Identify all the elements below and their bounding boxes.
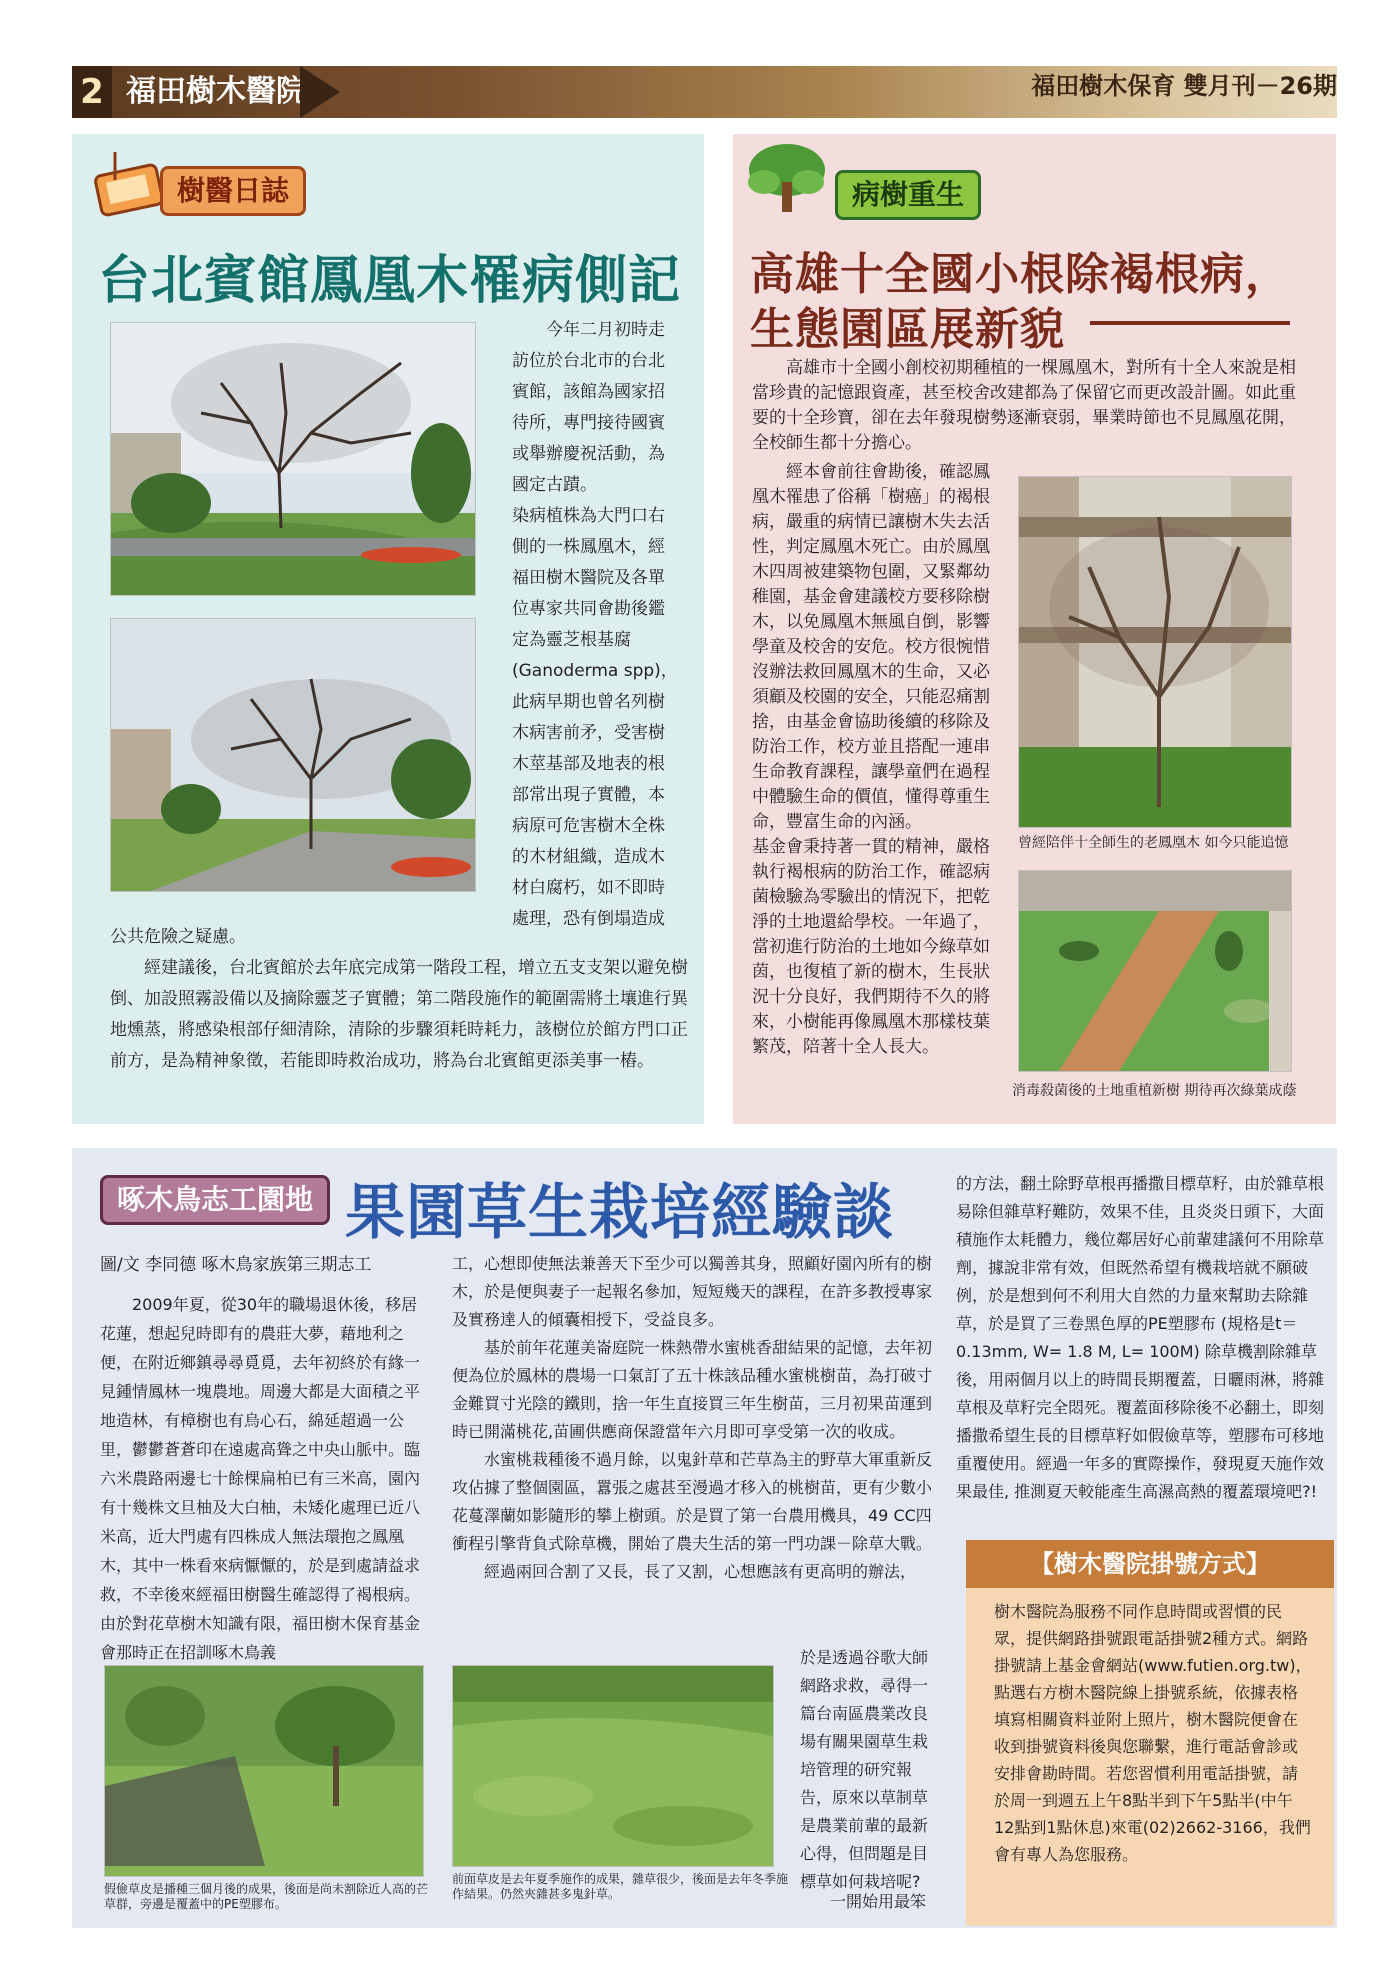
title-rule	[1090, 321, 1290, 325]
bottom-column-2-end: 一開始用最笨	[830, 1892, 927, 1911]
bottom-col2-paragraph-4: 經過兩回合割了又長，長了又割，心想應該有更高明的辦法，	[484, 1562, 917, 1581]
bottom-article-title: 果園草生栽培經驗談	[345, 1178, 894, 1248]
bottom-col2-paragraph-2: 基於前年花蓮美崙庭院一株熱帶水蜜桃香甜結果的記憶，去年初便為位於鳳林的農場一口氣訂了五十株該品種水蜜桃樹苗，為打破寸金難買寸光陰的鐵則，捨一年生直接買三年生樹苗，三月初果苗運到時已開滿桃花,苗圃供應商保證當年六月即可享受第一次的收成。	[452, 1338, 933, 1441]
photo-old-flame-tree	[1018, 476, 1292, 828]
org-name: 福田樹木醫院	[126, 74, 306, 109]
bottom-column-2-tail: 於是透過谷歌大師網路求救，尋得一篇台南區農業改良場有關果園草生栽培管理的研究報告，原來以草制草是農業前輩的最新心得，但問題是目標草如何栽培呢?	[800, 1648, 929, 1891]
right-paragraph-1: 經本會前往會勘後，確認鳳凰木罹患了俗稱「樹癌」的褐根病，嚴重的病情已讓樹木失去活性，判定鳳凰木死亡。由於鳳凰木四周被建築物包圍，又緊鄰幼稚園，基金會建議校方要移除樹木，以免鳳凰木無風自倒，影響學童及校舍的安危。校方很惋惜沒辦法救回鳳凰木的生命，又必須顧及校園的安全，只能忍痛割捨，由基金會協助後續的移除及防治工作，校方並且搭配一連串生命教育課程，讓學童們在過程中體驗生命的價值，懂得尊重生命，豐富生命的內涵。	[752, 462, 990, 832]
bottom-column-3: 的方法，翻土除野草根再播撒目標草籽，由於雜草根易除但雜草籽難防，效果不佳，且炎炎日頭下，大面積施作太耗體力，幾位鄰居好心前輩建議何不用除草劑，據說非常有效，但既然希望有機栽培就不願破例，於是想到何不利用大自然的力量來幫助去除雜草，於是買了三卷黑色厚的PE塑膠布 (規格是t＝0.13mm, W= 1.8 M, L= 100M) 除草機割除雜草後，用兩個月以上的時間長期覆蓋，日曬雨淋，將雜草根及草籽完全悶死。覆蓋面移除後不必翻土，即刻播撒希望生長的目標草籽如假儉草等，塑膠布可移地重覆使用。經過一年多的實際操作，發現夏天施作效果最佳, 推測夏天較能產生高濕高熱的覆蓋環境吧?!	[956, 1174, 1325, 1501]
right-paragraph-2: 基金會秉持著一貫的精神，嚴格執行褐根病的防治工作，確認病菌檢驗為零驗出的情況下，把乾淨的土地還給學校。一年過了，當初進行防治的土地如今綠草如茵，也復植了新的樹木，生長狀況十分良好，我們期待不久的將來，小樹能再像鳳凰木那樣枝葉繁茂，陪著十全人長大。	[752, 837, 990, 1057]
right-article-title-line1: 高雄十全國小根除褐根病，	[750, 249, 1290, 300]
bottom-caption-1: 假儉草皮是播種三個月後的成果，後面是尚未割除近人高的芒草群，旁邊是覆蓋中的PE塑膠布。	[104, 1882, 429, 1911]
header-arrow-icon	[300, 66, 340, 118]
left-paragraph-4: 經建議後，台北賓館於去年底完成第一階段工程，增立五支支架以避免樹倒、加設照霧設備以及摘除靈芝子實體；第二階段施作的範圍需將土壤進行異地燻蒸，將感染根部仔細清除，清除的步驟須耗時耗力，該樹位於館方門口正前方，是為精神象徵，若能即時救治成功，將為台北賓館更添美事一樁。	[110, 958, 688, 1071]
right-article-column	[752, 460, 992, 1060]
left-paragraph-3: 公共危險之疑慮。	[110, 927, 246, 947]
registration-text: 樹木醫院為服務不同作息時間或習慣的民眾，提供網路掛號跟電話掛號2種方式。網路掛號請上基金會網站(www.futien.org.tw)，點選右方樹木醫院線上掛號系統，依據表格填寫相關資料並附上照片，樹木醫院便會在收到掛號資料後與您聯繫，進行電話會診或安排會勘時間。若您習慣利用電話掛號，請於周一到週五上午8點半到下午5點半(中午12點到1點休息)來電(02)2662-3166，我們會有專人為您服務。	[994, 1602, 1312, 1864]
bottom-byline: 圖/文 李同德 啄木鳥家族第三期志工	[100, 1255, 372, 1275]
left-article-title: 台北賓館鳳凰木罹病側記	[98, 251, 682, 311]
bottom-column-2	[452, 1250, 936, 1586]
page-number: 2	[72, 66, 112, 118]
left-paragraph-1: 今年二月初時走訪位於台北市的台北賓館，該館為國家招待所，專門接待國賓或舉辦慶祝活動，為國定古蹟。	[512, 320, 665, 495]
registration-title: 【樹木醫院掛號方式】	[966, 1540, 1334, 1588]
photo-taipei-guesthouse-tree-1	[110, 322, 476, 596]
right-article-intro: 高雄市十全國小創校初期種植的一棵鳳凰木，對所有十全人來說是相當珍貴的記憶跟資產，甚至校舍改建都為了保留它而更改設計圖。如此重要的十全珍寶，卻在去年發現樹勢逐漸衰弱，畢業時節也不見鳳凰花開，全校師生都十分擔心。	[752, 358, 1296, 453]
right-caption-1: 曾經陪伴十全師生的老鳳凰木 如今只能追憶	[1018, 835, 1289, 851]
bottom-caption-2: 前面草皮是去年夏季施作的成果，雜草很少，後面是去年冬季施作結果。仍然夾雜甚多鬼針草。	[452, 1872, 789, 1901]
right-article-title-line2: 生態園區展新貌	[750, 304, 1065, 355]
left-article-tag: 樹醫日誌	[160, 166, 306, 216]
photo-replanted-garden	[1018, 870, 1292, 1072]
notebook-icon	[90, 150, 170, 220]
bottom-col2-paragraph-3: 水蜜桃栽種後不過月餘，以鬼針草和芒草為主的野草大軍重新反攻佔據了整個園區，囂張之處甚至漫過才移入的桃樹苗，更有少數小花蔓澤蘭如影隨形的攀上樹頭。於是買了第一台農用機具，49 CC四衝程引擎背負式除草機，開始了農夫生活的第一門功課－除草大戰。	[452, 1450, 933, 1553]
right-article-tag: 病樹重生	[835, 170, 981, 220]
bottom-column-1: 2009年夏，從30年的職場退休後，移居花蓮，想起兒時即有的農莊大夢，藉地利之便，在附近鄉鎮尋尋覓覓，去年初終於有緣一見鍾情鳳林一塊農地。周邊大都是大面積之平地造林，有樟樹也有烏心石，綿延超過一公里，鬱鬱蒼蒼印在遠處高聳之中央山脈中。臨六米農路兩邊七十餘棵扁柏已有三米高，園內有十幾株文旦柚及大白柚，未矮化處理已近八米高，近大門處有四株成人無法環抱之鳳凰木，其中一株看來病懨懨的，於是到處請益求救，不幸後來經福田樹醫生確認得了褐根病。由於對花草樹木知識有限，福田樹木保育基金會那時正在招訓啄木鳥義	[100, 1295, 421, 1662]
left-paragraph-2: 染病植株為大門口右側的一株鳳凰木，經福田樹木醫院及各單位專家共同會勘後鑑定為靈芝根基腐(Ganoderma spp)，此病早期也曾名列樹木病害前矛，受害樹木莖基部及地表的根部常出現子實體，本病原可危害樹木全株的木材組織，造成木材白腐朽，如不即時處理，恐有倒塌造成	[512, 506, 678, 929]
right-caption-2: 消毒殺菌後的土地重植新樹 期待再次綠葉成蔭	[1012, 1083, 1297, 1099]
photo-lawn	[452, 1665, 774, 1867]
left-article-full	[110, 922, 688, 1077]
photo-taipei-guesthouse-tree-2	[110, 618, 476, 892]
bottom-article-tag: 啄木鳥志工園地	[100, 1175, 330, 1225]
photo-orchard-grass	[104, 1665, 424, 1877]
left-article-column	[512, 315, 680, 935]
publication-title: 福田樹木保育 雙月刊－26期	[1031, 72, 1337, 100]
bottom-col2-paragraph-1: 工，心想即使無法兼善天下至少可以獨善其身，照顧好園內所有的樹木，於是便與妻子一起報名參加，短短幾天的課程，在許多教授專家及實務達人的傾囊相授下，受益良多。	[452, 1254, 933, 1329]
tree-icon	[742, 138, 832, 218]
